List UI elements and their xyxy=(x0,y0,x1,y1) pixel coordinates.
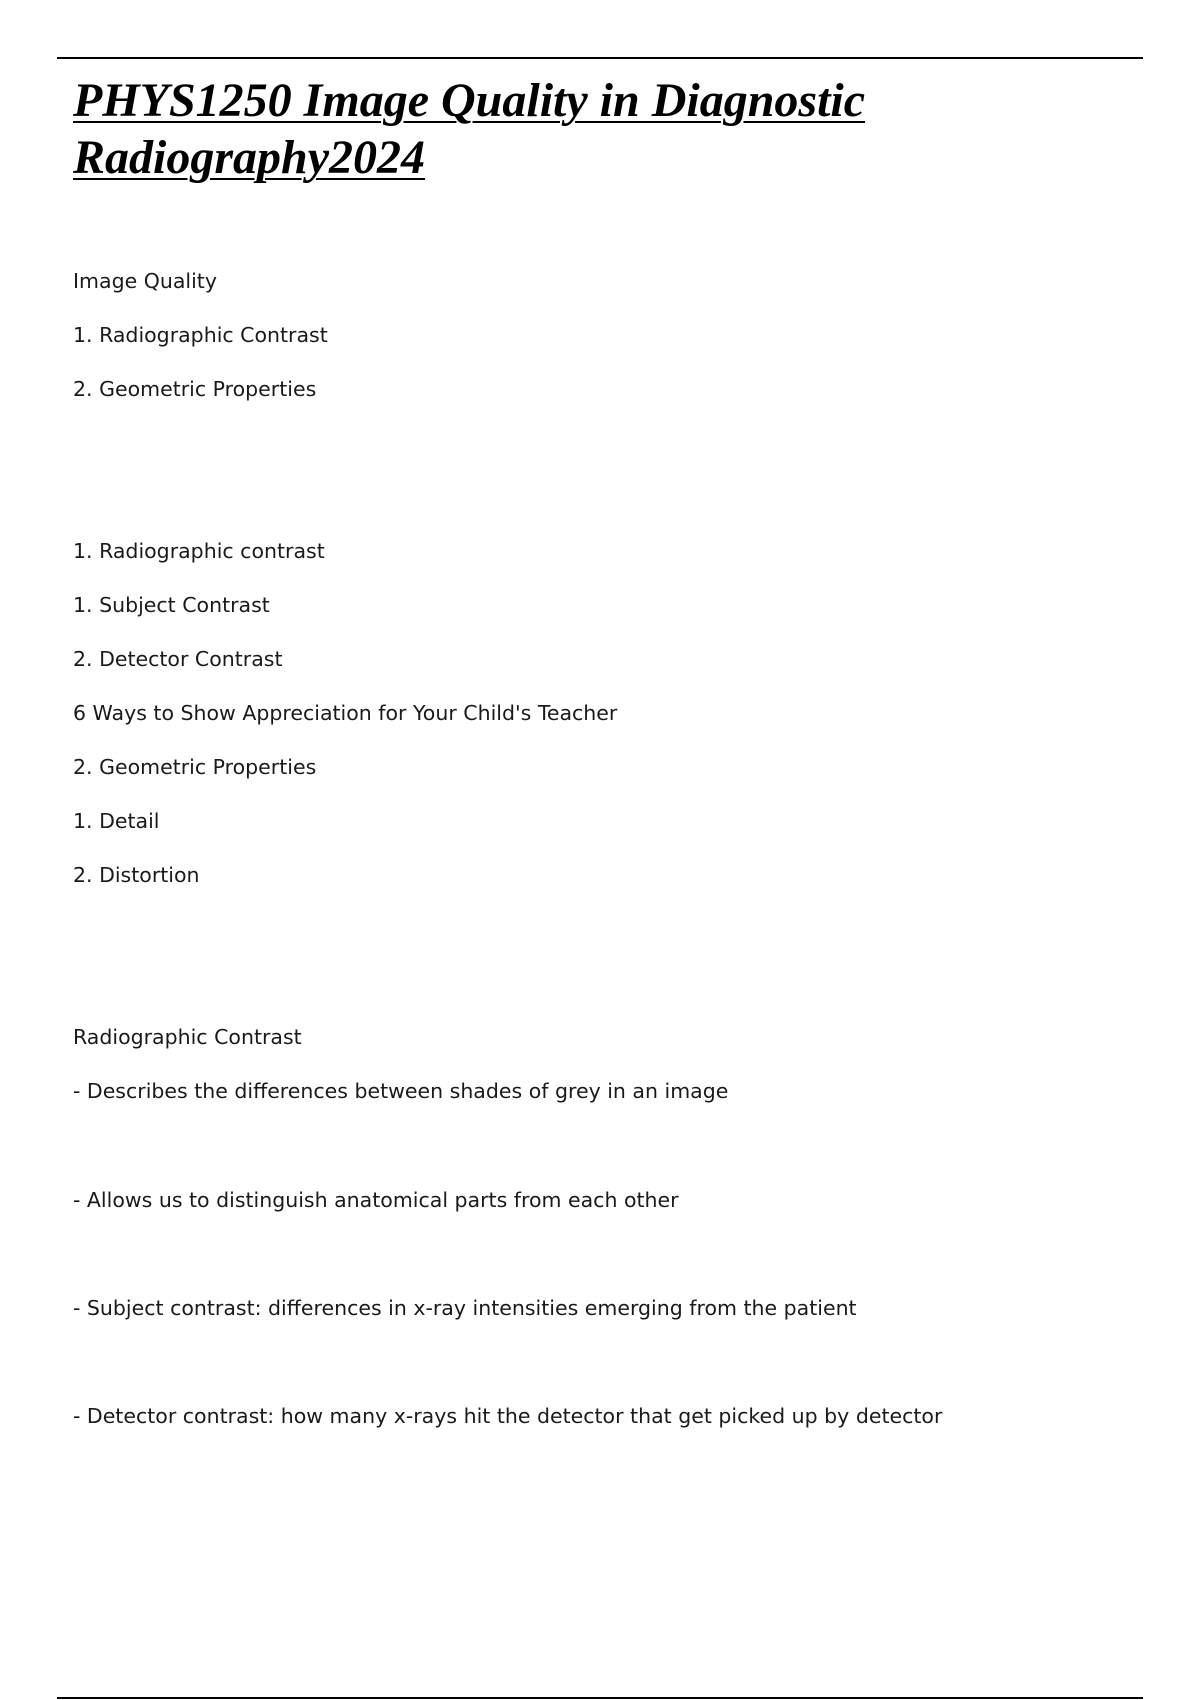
bullet-item: - Describes the differences between shades of grey in an image xyxy=(73,1079,729,1103)
list-item: 2. Distortion xyxy=(73,863,200,887)
inserted-link-text: 6 Ways to Show Appreciation for Your Child's Teacher xyxy=(73,701,618,725)
section-heading-geometric-properties: 2. Geometric Properties xyxy=(73,755,317,779)
title-line-2: Radiography2024 xyxy=(73,131,426,184)
section-heading-image-quality: Image Quality xyxy=(73,269,217,293)
section-heading-radiographic-contrast: 1. Radiographic contrast xyxy=(73,539,325,563)
list-item: 1. Detail xyxy=(73,809,160,833)
title-line-1: PHYS1250 Image Quality in Diagnostic xyxy=(73,74,866,127)
list-item: 1. Subject Contrast xyxy=(73,593,270,617)
section-heading-radiographic-contrast-definition: Radiographic Contrast xyxy=(73,1025,302,1049)
list-item: 2. Geometric Properties xyxy=(73,377,317,401)
list-item: 1. Radiographic Contrast xyxy=(73,323,328,347)
bottom-rule xyxy=(57,1697,1143,1699)
bullet-item: - Subject contrast: differences in x-ray intensities emerging from the patient xyxy=(73,1296,857,1320)
document-title xyxy=(73,72,1073,186)
bullet-item: - Allows us to distinguish anatomical parts from each other xyxy=(73,1188,679,1212)
top-rule xyxy=(57,57,1143,59)
list-item: 2. Detector Contrast xyxy=(73,647,283,671)
bullet-item: - Detector contrast: how many x-rays hit the detector that get picked up by detector xyxy=(73,1404,943,1428)
